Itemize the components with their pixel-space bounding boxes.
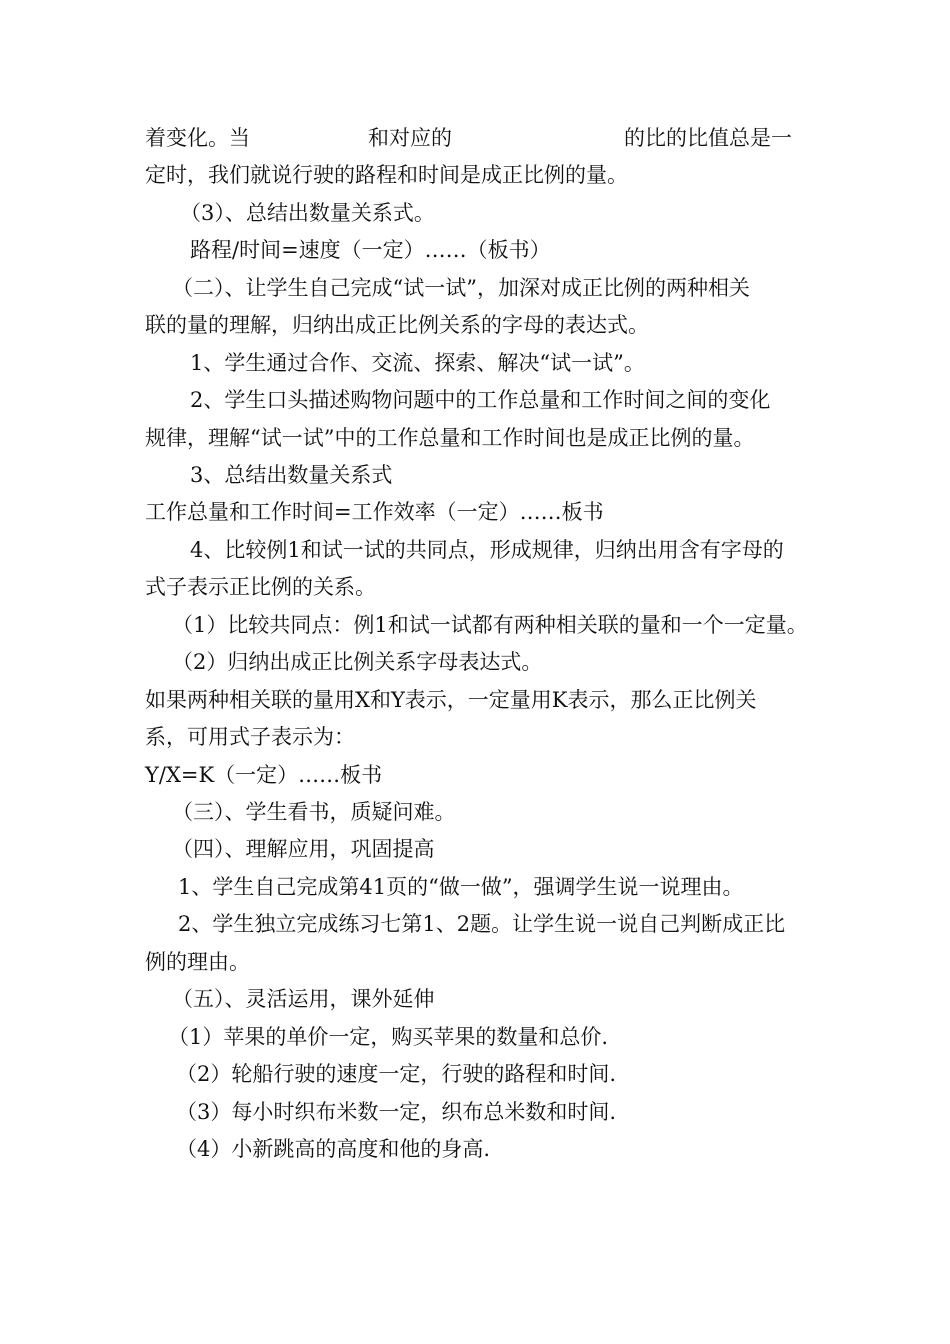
text-segment: 1、学生通过合作、交流、探索、解决“试一试”。 <box>190 351 645 375</box>
text-segment: 和对应的 <box>368 126 452 150</box>
text-segment: 3、总结出数量关系式 <box>190 463 393 487</box>
text-segment: Y/X=K（一定）……板书 <box>145 763 383 787</box>
text-segment: 1、学生自己完成第41页的“做一做”，强调学生说一说理由。 <box>178 875 744 899</box>
text-segment: 例的理由。 <box>145 950 250 974</box>
text-segment: 式子表示正比例的关系。 <box>145 575 376 599</box>
text-segment: 联的量的理解，归纳出成正比例关系的字母的表达式。 <box>145 313 649 337</box>
text-segment: （1）苹果的单价一定，购买苹果的数量和总价. <box>168 1025 609 1049</box>
text-segment: 如果两种相关联的量用X和Y表示，一定量用K表示，那么正比例关 <box>145 688 757 712</box>
text-segment: （二）、让学生自己完成“试一试”，加深对成正比例的两种相关 <box>172 276 750 300</box>
text-segment: （三）、学生看书，质疑问难。 <box>172 800 456 824</box>
text-segment: 路程/时间=速度（一定）……（板书） <box>190 238 551 262</box>
text-segment: 工作总量和工作时间=工作效率（一定）……板书 <box>145 500 604 524</box>
text-segment: （1）比较共同点：例1和试一试都有两种相关联的量和一个一定量。 <box>172 613 808 637</box>
text-segment: 的比的比值总是一 <box>624 126 792 150</box>
text-segment: 2、学生口头描述购物问题中的工作总量和工作时间之间的变化 <box>190 388 771 412</box>
text-segment: （2）轮船行驶的速度一定，行驶的路程和时间. <box>176 1062 617 1086</box>
text-segment: （3）每小时织布米数一定，织布总米数和时间. <box>176 1100 617 1124</box>
text-segment: （3）、总结出数量关系式。 <box>180 201 435 225</box>
text-segment: 定时，我们就说行驶的路程和时间是成正比例的量。 <box>145 163 628 187</box>
text-segment: 4、比较例1和试一试的共同点，形成规律，归纳出用含有字母的 <box>190 538 784 562</box>
text-segment: （四）、理解应用，巩固提高 <box>172 837 435 861</box>
text-segment: 2、学生独立完成练习七第1、2题。让学生说一说自己判断成正比 <box>178 912 786 936</box>
text-segment: （4）小新跳高的高度和他的身高. <box>176 1137 491 1161</box>
text-segment: 规律，理解“试一试”中的工作总量和工作时间也是成正比例的量。 <box>145 426 755 450</box>
text-segment: （五）、灵活运用，课外延伸 <box>172 987 435 1011</box>
text-segment: 系，可用式子表示为： <box>145 725 355 749</box>
text-segment: （2）归纳出成正比例关系字母表达式。 <box>172 650 543 674</box>
text-segment: 着变化。当 <box>145 126 250 150</box>
